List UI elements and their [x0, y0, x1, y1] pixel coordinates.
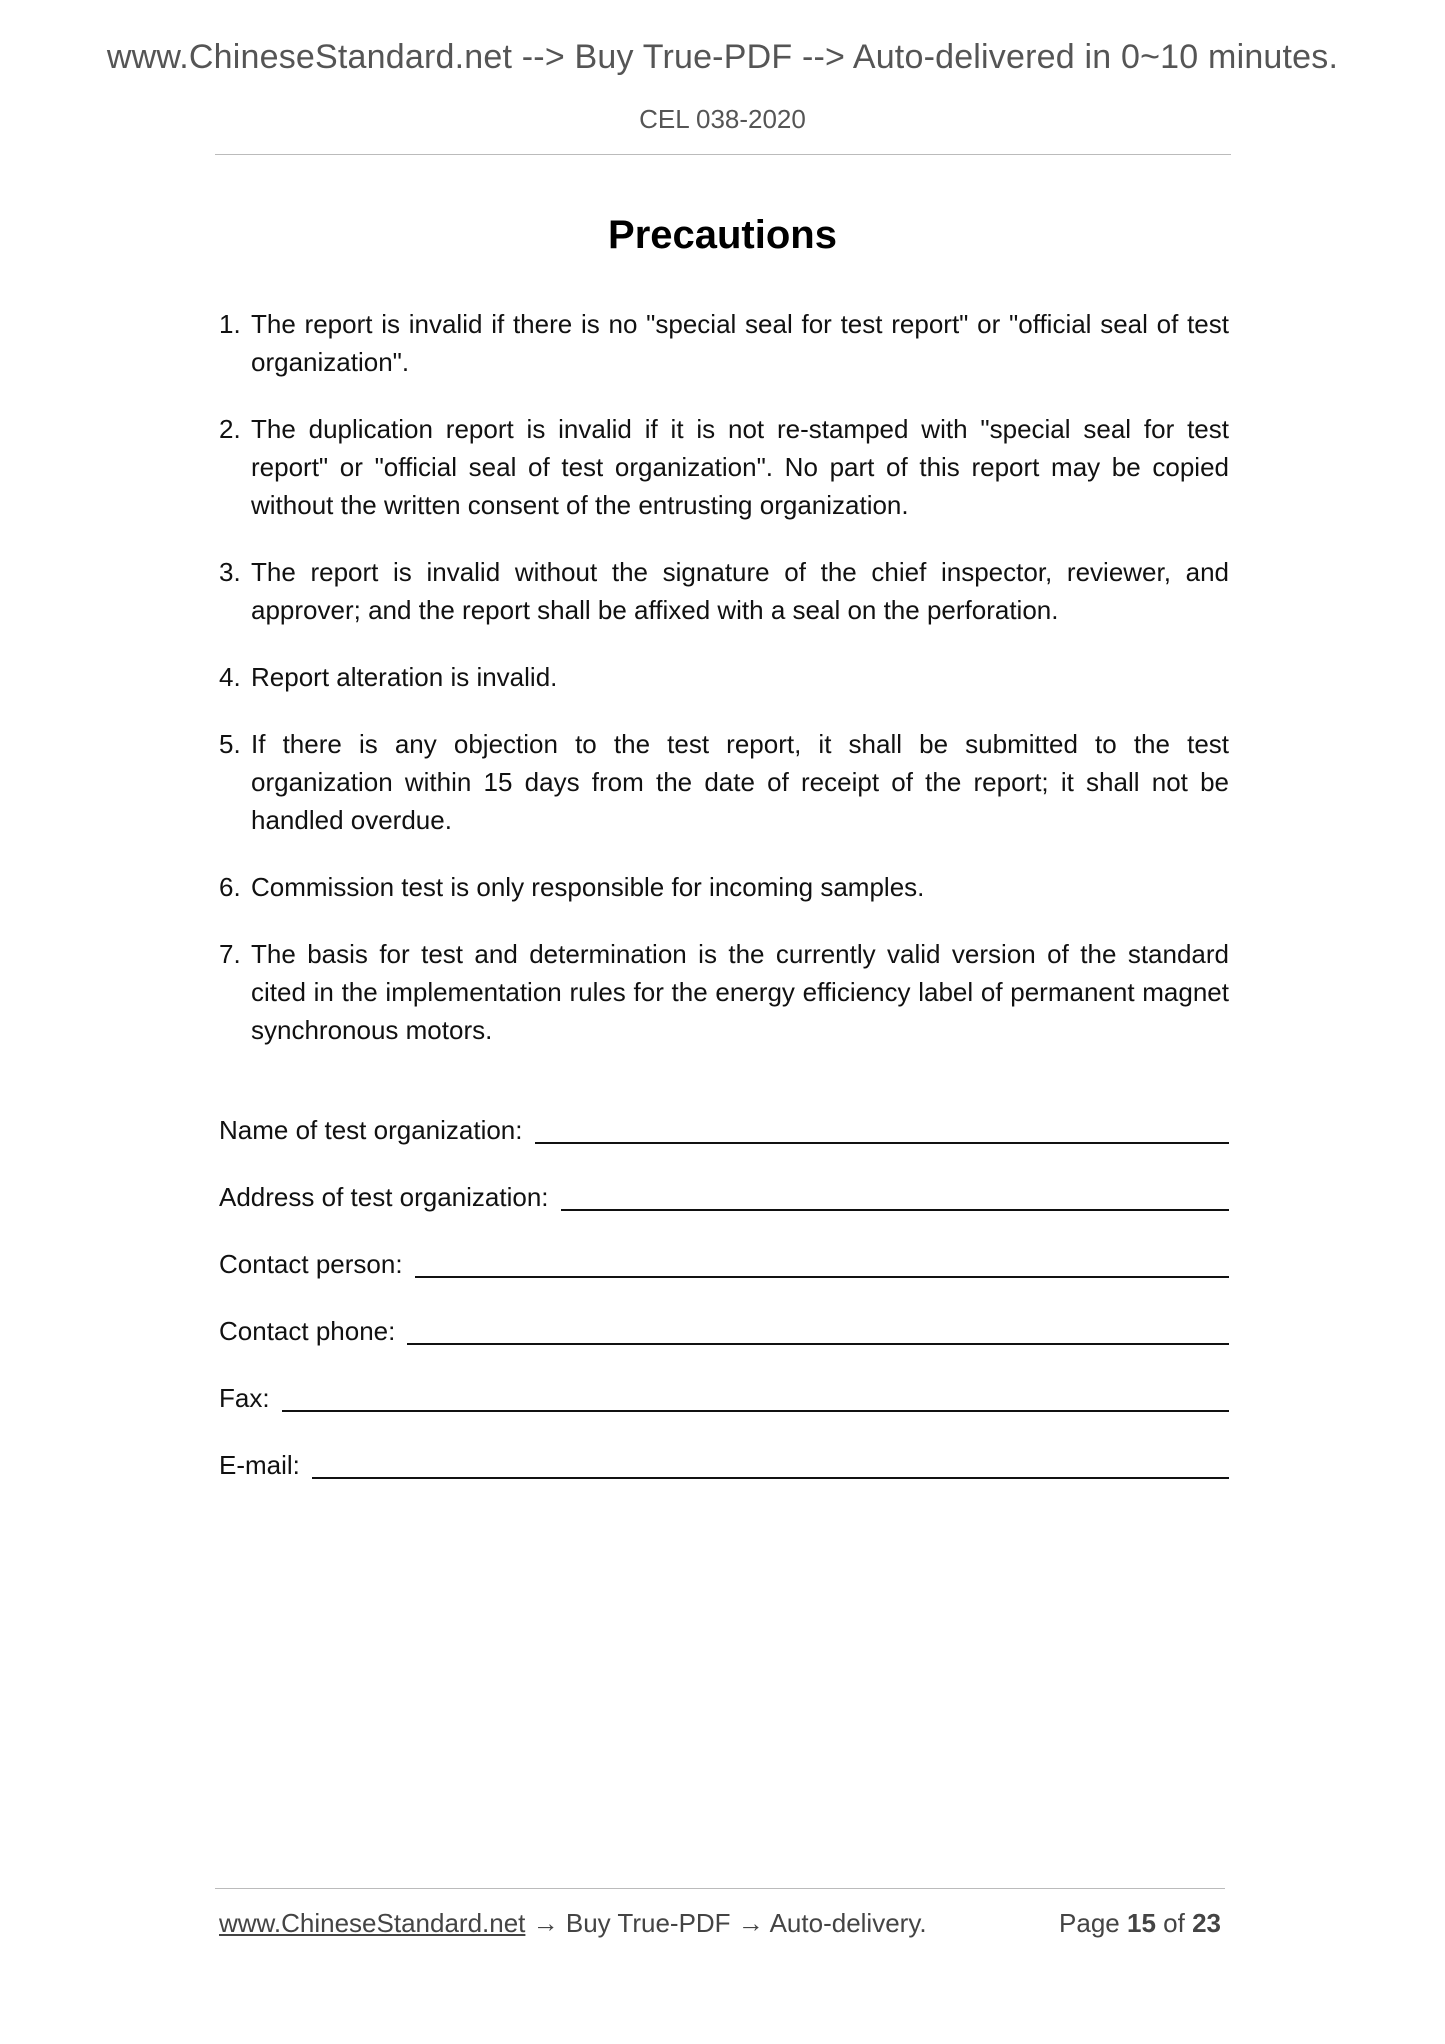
organization-address-field [219, 1173, 1229, 1213]
list-item [219, 658, 1229, 696]
buy-text: Buy True-PDF [565, 1908, 731, 1938]
blank-line[interactable] [312, 1447, 1229, 1479]
item-text: The basis for test and determination is the currently valid version of the standard cited in the implementation rules for the energy efficiency label of permanent magnet synchronous motors. [251, 939, 1229, 1045]
list-item [219, 305, 1229, 381]
item-text: The report is invalid if there is no "special seal for test report" or "official seal of test organization". [251, 309, 1229, 377]
delivery-text: Auto-delivery. [769, 1908, 927, 1938]
total-pages: 23 [1192, 1908, 1221, 1938]
field-label: Fax: [219, 1383, 270, 1413]
email-field [219, 1441, 1229, 1481]
organization-name-field [219, 1106, 1229, 1146]
list-item [219, 553, 1229, 629]
item-number: 6. [219, 872, 241, 902]
arrow-icon: → [730, 1908, 770, 1938]
item-number: 4. [219, 662, 241, 692]
blank-line[interactable] [282, 1380, 1229, 1412]
contact-form [219, 1106, 1229, 1508]
of-word: of [1163, 1908, 1185, 1938]
list-item [219, 868, 1229, 906]
current-page: 15 [1127, 1908, 1156, 1938]
item-text: If there is any objection to the test report, it shall be submitted to the test organization within 15 days from the date of receipt of the report; it shall not be handled overdue. [251, 729, 1229, 835]
item-text: Report alteration is invalid. [251, 662, 558, 692]
site-link[interactable]: www.ChineseStandard.net [219, 1908, 526, 1938]
field-label: Contact phone: [219, 1316, 396, 1346]
field-label: Contact person: [219, 1249, 403, 1279]
field-label: Name of test organization: [219, 1115, 523, 1145]
item-number: 2. [219, 414, 241, 444]
item-text: Commission test is only responsible for incoming samples. [251, 872, 925, 902]
blank-line[interactable] [415, 1246, 1229, 1278]
field-label: E-mail: [219, 1450, 300, 1480]
blank-line[interactable] [407, 1313, 1229, 1345]
top-banner: www.ChineseStandard.net --> Buy True-PDF --> Auto-delivered in 0~10 minutes. [106, 38, 1339, 76]
page-number [1059, 1908, 1221, 1939]
list-item [219, 935, 1229, 1049]
document-code: CEL 038-2020 [639, 104, 806, 134]
field-label: Address of test organization: [219, 1182, 549, 1212]
blank-line[interactable] [535, 1112, 1230, 1144]
precautions-list [219, 305, 1229, 1078]
header-divider [215, 154, 1231, 155]
contact-person-field [219, 1240, 1229, 1280]
fax-field [219, 1374, 1229, 1414]
footer-links [219, 1908, 927, 1939]
blank-line[interactable] [561, 1179, 1229, 1211]
item-number: 1. [219, 309, 241, 339]
contact-phone-field [219, 1307, 1229, 1347]
item-text: The duplication report is invalid if it is not re-stamped with "special seal for test report" or "official seal of test organization". No part of this report may be copied without the written consent of the entrusting organization. [251, 414, 1229, 520]
item-number: 3. [219, 557, 241, 587]
footer-divider [215, 1888, 1225, 1889]
list-item [219, 725, 1229, 839]
item-text: The report is invalid without the signature of the chief inspector, reviewer, and approver; and the report shall be affixed with a seal on the perforation. [251, 557, 1229, 625]
page-title: Precautions [608, 213, 837, 257]
list-item [219, 410, 1229, 524]
item-number: 7. [219, 939, 241, 969]
arrow-icon: → [525, 1908, 566, 1938]
page-word: Page [1059, 1908, 1120, 1938]
item-number: 5. [219, 729, 241, 759]
